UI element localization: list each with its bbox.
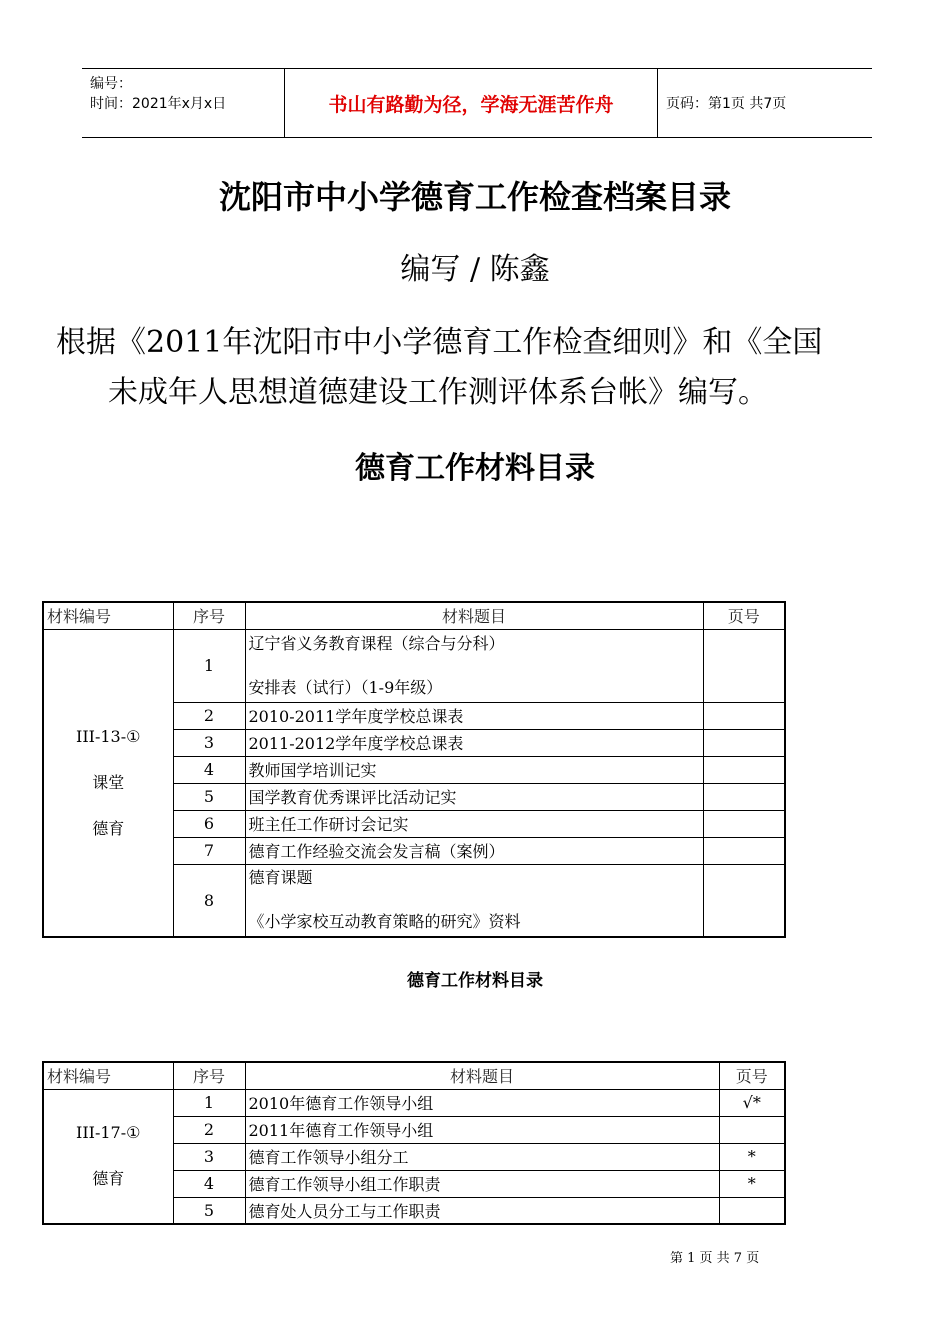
row-page — [703, 810, 785, 837]
row-no: 2 — [173, 702, 245, 729]
row-page — [703, 729, 785, 756]
row-title-line-2: 安排表（试行）（1-9年级） — [248, 677, 443, 697]
number-label: 编号： — [90, 76, 132, 92]
group-line-2: 德育 — [92, 1169, 125, 1189]
row-title: 2011年德育工作领导小组 — [245, 1116, 719, 1143]
row-page: * — [719, 1170, 785, 1197]
row-no: 3 — [173, 1143, 245, 1170]
row-no: 3 — [173, 729, 245, 756]
row-no: 7 — [173, 837, 245, 864]
page-footer: 第 1 页 共 7 页 — [670, 1251, 760, 1266]
intro-paragraph — [56, 318, 906, 418]
materials-table-2 — [42, 1061, 786, 1225]
time-label: 时间：2021年x月x日 — [90, 96, 227, 112]
row-title: 德育工作领导小组分工 — [245, 1143, 719, 1170]
group-code-cell — [43, 1089, 173, 1224]
col-header-title: 材料题目 — [245, 602, 703, 629]
row-title — [245, 864, 703, 937]
intro-line-1: 根据《2011年沈阳市中小学德育工作检查细则》和《全国 — [56, 325, 823, 360]
row-no: 6 — [173, 810, 245, 837]
col-header-no: 序号 — [173, 1062, 245, 1089]
row-page: √* — [719, 1089, 785, 1116]
group-code-cell — [43, 629, 173, 937]
row-page — [703, 756, 785, 783]
row-page — [719, 1116, 785, 1143]
row-title: 国学教育优秀课评比活动记实 — [245, 783, 703, 810]
header-motto: 书山有路勤为径，学海无涯苦作舟 — [284, 69, 658, 137]
row-page — [703, 629, 785, 702]
table-row — [43, 1089, 785, 1116]
col-header-no: 序号 — [173, 602, 245, 629]
row-no: 4 — [173, 756, 245, 783]
author-line: 编写 / 陈鑫 — [400, 252, 550, 287]
row-title: 德育处人员分工与工作职责 — [245, 1197, 719, 1224]
header-meta — [82, 69, 284, 137]
row-title-line-1: 德育课题 — [248, 868, 313, 888]
group-line-2: 课堂 — [92, 772, 125, 792]
row-no: 2 — [173, 1116, 245, 1143]
row-title: 德育工作领导小组工作职责 — [245, 1170, 719, 1197]
col-header-page: 页号 — [719, 1062, 785, 1089]
col-header-title: 材料题目 — [245, 1062, 719, 1089]
row-no: 5 — [173, 1197, 245, 1224]
row-page: * — [719, 1143, 785, 1170]
row-no: 1 — [173, 629, 245, 702]
row-page — [719, 1197, 785, 1224]
row-no: 4 — [173, 1170, 245, 1197]
row-no: 8 — [173, 864, 245, 937]
row-title: 2011-2012学年度学校总课表 — [245, 729, 703, 756]
row-title: 2010-2011学年度学校总课表 — [245, 702, 703, 729]
group-code: III-13-① — [76, 726, 141, 746]
col-header-code: 材料编号 — [43, 602, 173, 629]
row-title: 班主任工作研讨会记实 — [245, 810, 703, 837]
table-header-row — [43, 1062, 785, 1089]
document-title: 沈阳市中小学德育工作检查档案目录 — [218, 178, 731, 216]
row-title — [245, 629, 703, 702]
col-header-page: 页号 — [703, 602, 785, 629]
row-page — [703, 783, 785, 810]
row-page — [703, 702, 785, 729]
group-line-3: 德育 — [92, 818, 125, 838]
row-page — [703, 864, 785, 937]
section-title: 德育工作材料目录 — [355, 451, 595, 486]
page-header — [82, 68, 872, 138]
group-code: III-17-① — [76, 1123, 141, 1143]
table-header-row — [43, 602, 785, 629]
intro-line-2: 未成年人思想道德建设工作测评体系台帐》编写。 — [108, 375, 768, 410]
row-title: 德育工作经验交流会发言稿（案例） — [245, 837, 703, 864]
row-no: 1 — [173, 1089, 245, 1116]
row-no: 5 — [173, 783, 245, 810]
row-title-line-1: 辽宁省义务教育课程（综合与分科） — [248, 633, 505, 653]
row-title-line-2: 《小学家校互动教育策略的研究》资料 — [248, 912, 521, 932]
materials-table-1 — [42, 601, 786, 938]
row-page — [703, 837, 785, 864]
row-title: 2010年德育工作领导小组 — [245, 1089, 719, 1116]
table-row — [43, 629, 785, 702]
row-title: 教师国学培训记实 — [245, 756, 703, 783]
header-page-info: 页码：第1页 共7页 — [666, 96, 787, 112]
col-header-code: 材料编号 — [43, 1062, 173, 1089]
section-title-2: 德育工作材料目录 — [407, 971, 543, 991]
